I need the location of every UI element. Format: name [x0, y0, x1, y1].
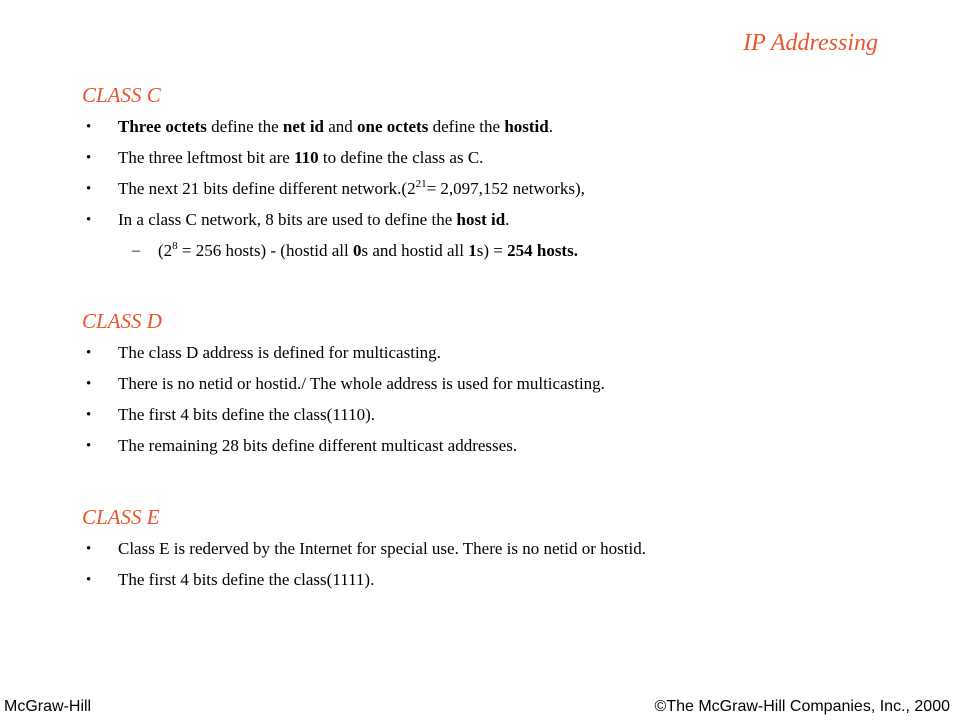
text: = 2,097,152 networks),	[426, 179, 585, 198]
slide-title: IP Addressing	[743, 30, 878, 56]
text: (2	[158, 241, 173, 260]
text-bold: 1	[468, 241, 477, 260]
footer-publisher: McGraw-Hill	[4, 698, 92, 715]
text: The remaining 28 bits define different multicast addresses.	[118, 436, 518, 455]
text: The first 4 bits define the class(1110).	[118, 405, 375, 424]
text-bold: net id	[282, 117, 324, 136]
class-e-heading: CLASS E	[82, 505, 160, 529]
bullet-icon: •	[86, 345, 92, 361]
text-bold: one octets	[357, 117, 429, 136]
superscript: 8	[172, 240, 178, 252]
bullet-icon: •	[86, 119, 92, 135]
class-d-section	[82, 308, 922, 462]
text: The three leftmost bit are	[118, 148, 295, 167]
text: define the	[428, 117, 505, 136]
text-bold: hostid	[504, 117, 549, 136]
class-c-section	[82, 82, 922, 267]
bullet-icon: •	[86, 438, 92, 454]
text: In a class C network, 8 bits are used to define the	[118, 210, 457, 229]
superscript: 21	[415, 178, 427, 190]
class-c-bullet-host-bits	[82, 205, 922, 236]
text: There is no netid or hostid./ The whole address is used for multicasting.	[118, 374, 605, 393]
text: The class D address is defined for multicasting.	[118, 343, 441, 362]
dash-icon: –	[132, 242, 140, 259]
class-c-heading: CLASS C	[82, 83, 161, 107]
class-d-bullet	[82, 400, 922, 431]
class-e-bullet	[82, 534, 922, 565]
text: Class E is rederved by the Internet for special use. There is no netid or hostid.	[118, 539, 646, 558]
class-d-bullet	[82, 338, 922, 369]
bullet-icon: •	[86, 376, 92, 392]
text: s and hostid all	[361, 241, 469, 260]
footer-copyright: ©The McGraw-Hill Companies, Inc., 2000	[654, 698, 950, 715]
text: .	[548, 117, 553, 136]
class-d-heading: CLASS D	[82, 309, 162, 333]
class-e-section	[82, 504, 922, 596]
text-bold: 0	[353, 241, 362, 260]
text-bold: 254 hosts.	[507, 241, 578, 260]
bullet-icon: •	[86, 572, 92, 588]
text: The first 4 bits define the class(1111).	[118, 570, 375, 589]
text: = 256 hosts) - (hostid all	[177, 241, 354, 260]
class-e-bullet	[82, 565, 922, 596]
text: The next 21 bits define different network.(2	[118, 179, 416, 198]
class-d-bullet	[82, 431, 922, 462]
bullet-icon: •	[86, 212, 92, 228]
bullet-icon: •	[86, 150, 92, 166]
text-bold: Three octets	[118, 117, 207, 136]
class-d-bullet	[82, 369, 922, 400]
text: to define the class as C.	[318, 148, 484, 167]
class-c-bullet-leftmost-bits	[82, 143, 922, 174]
bullet-icon: •	[86, 541, 92, 557]
class-c-bullet-network-bits	[82, 174, 922, 205]
text: define the	[206, 117, 283, 136]
bullet-icon: •	[86, 181, 92, 197]
text: .	[505, 210, 510, 229]
text-bold: 110	[294, 148, 319, 167]
class-c-subbullet-host-count	[82, 236, 922, 267]
class-c-bullet-octets	[82, 112, 922, 143]
text: and	[324, 117, 358, 136]
text: s) =	[476, 241, 508, 260]
bullet-icon: •	[86, 407, 92, 423]
text-bold: host id	[456, 210, 506, 229]
